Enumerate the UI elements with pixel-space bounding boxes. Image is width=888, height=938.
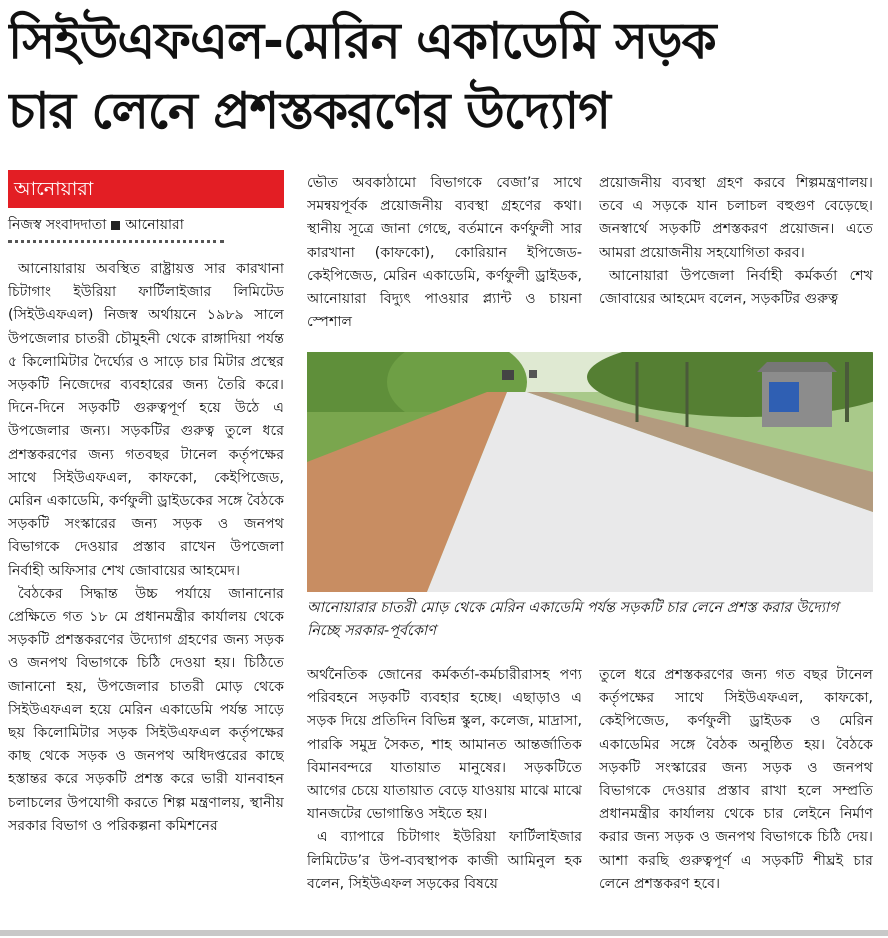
article-column-1 bbox=[8, 258, 284, 922]
column-3-top-paragraph-1: প্রয়োজনীয় ব্যবস্থা গ্রহণ করবে শিল্পমন্ত্রণালয়। তবে এ সড়কে যান চলাচল বহুগুণ বেড়েছে। জনস্বার্থে সড়কটি প্রশস্তকরণ প্রয়োজন। এতে আমরা প্রয়োজনীয় সহযোগিতা করব। bbox=[599, 175, 873, 261]
column-1-paragraph-2: বৈঠকের সিদ্ধান্ত উচ্চ পর্যায়ে জানানোর প্রেক্ষিতে গত ১৮ মে প্রধানমন্ত্রীর কার্যালয় থেকে সড়কটি প্রশস্তকরণের উদ্যোগ গ্রহণের জন্য সড়ক ও জনপথ বিভাগকে চিঠি দেওয়া হয়। চিঠিতে জানানো হয়, উপজেলার চাতরী মোড় থেকে সিইউএফএল হয়ে মেরিন একাডেমি পর্যন্ত সাড়ে ছয় কিলোমিটার সড়ক সিইউএফএল কর্তৃপক্ষের কাছ থেকে সড়ক ও জনপথ অধিদপ্তরের কাছে হস্তান্তর করে সড়কটি প্রশস্ত করে ভারী যানবাহন চলাচলের উপযোগী করতে শিল্প মন্ত্রণালয়, স্থানীয় সরকার বিভাগ ও পরিকল্পনা কমিশনের bbox=[8, 585, 284, 834]
column-3-bottom-paragraph: তুলে ধরে প্রশস্তকরণের জন্য গত বছর টানেল কর্তৃপক্ষের সাথে সিইউএফএল, কাফকো, কেইপিজেড, কর্ণফুলী ড্রাইডক ও মেরিন একাডেমির সঙ্গে বৈঠক অনুষ্ঠিত হয়। বৈঠকে সড়কটি সংস্কারের জন্য সড়ক ও জনপথ বিভাগকে দেওয়ার প্রস্তাব রাখা হলে সম্প্রতি প্রধানমন্ত্রীর কার্যালয় থেকে চার লেইনে নির্মাণ করার জন্য সড়ক ও জনপথ বিভাগকে চিঠি দেয়। আশা করছি গুরুত্বপূর্ণ এ সড়কটি শীঘ্রই চার লেনে প্রশস্তকরণ হবে। bbox=[599, 667, 873, 892]
column-3-top-paragraph-2: আনোয়ারা উপজেলা নির্বাহী কর্মকর্তা শেখ জোবায়ের আহমেদ বলেন, সড়কটির গুরুত্ব bbox=[599, 267, 873, 308]
headline bbox=[8, 6, 880, 146]
photo-caption: আনোয়ারার চাতরী মোড় থেকে মেরিন একাডেমি পর্যন্ত সড়কটি চার লেনে প্রশস্ত করার উদ্যোগ নিচ্ছে সরকার-পূর্বকোণ bbox=[307, 600, 839, 639]
article-column-3-bottom bbox=[599, 664, 873, 924]
location-tag: আনোয়ারা bbox=[8, 170, 284, 208]
headline-line-1: সিইউএফএল-মেরিন একাডেমি সড়ক bbox=[8, 12, 716, 70]
byline-place: আনোয়ারা bbox=[125, 217, 184, 233]
article-column-3-top bbox=[599, 172, 873, 342]
byline-divider bbox=[8, 240, 224, 243]
byline bbox=[8, 214, 284, 236]
column-1-paragraph-1: আনোয়ারায় অবস্থিত রাষ্ট্রায়ত্ত সার কারখানা চিটাগাং ইউরিয়া ফার্টিলাইজার লিমিটেড (সিইউএফএল) নিজস্ব অর্থায়নে ১৯৮৯ সালে উপজেলার চাতরী চৌমুহনী থেকে রাঙ্গাদিয়া পর্যন্ত ৫ কিলোমিটার দৈর্ঘ্যের ও সাড়ে চার মিটার প্রস্থের সড়কটি নিজেদের ব্যবহারের জন্য তৈরি করে। দিনে-দিনে সড়কটি গুরুত্বপূর্ণ হয়ে উঠে এ উপজেলার জন্য। সড়কটির গুরুত্ব তুলে ধরে প্রশস্তকরণের জন্য গতবছর টানেল কর্তৃপক্ষের সাথে সিইউএফএল, কাফকো, কেইপিজেড, মেরিন একাডেমি, কর্ণফুলী ড্রাইডকের সঙ্গে বৈঠকে সড়কটি সংস্কারের জন্য সড়ক ও জনপথ বিভাগকে দেওয়ার প্রস্তাব রাখেন উপজেলা নির্বাহী অফিসার শেখ জোবায়ের আহমেদ। bbox=[8, 261, 284, 579]
road-photo bbox=[307, 352, 873, 592]
headline-line-2: চার লেনে প্রশস্তকরণের উদ্যোগ bbox=[8, 82, 610, 140]
square-bullet-icon bbox=[111, 221, 120, 230]
column-2-top-paragraph: ভৌত অবকাঠামো বিভাগকে বেজা’র সাথে সমন্বয়পূর্বক প্রয়োজনীয় ব্যবস্থা গ্রহণের কথা। স্থানীয় সূত্রে জানা গেছে, বর্তমানে কর্ণফুলী সার কারখানা (কাফকো), কোরিয়ান ইপিজেড-কেইপিজেড, মেরিন একাডেমি, কর্ণফুলী ড্রাইডক, আনোয়ারা বিদ্যুৎ পাওয়ার প্ল্যান্ট ও চায়না স্পেশাল bbox=[307, 175, 582, 331]
article-column-2-top bbox=[307, 172, 582, 342]
bottom-rule bbox=[0, 930, 888, 936]
article-column-2-bottom bbox=[307, 664, 582, 924]
column-2-bottom-paragraph-1: অর্থনৈতিক জোনের কর্মকর্তা-কর্মচারীরাসহ পণ্য পরিবহনে সড়কটি ব্যবহার হচ্ছে। এছাড়াও এ সড়ক দিয়ে প্রতিদিন বিভিন্ন স্কুল, কলেজ, মাদ্রাসা, পারকি সমুদ্র সৈকত, শাহ আমানত আন্তর্জাতিক বিমানবন্দরে যাতায়াত মানুষের। সড়কটিতে আগের চেয়ে যাতায়াত বেড়ে যাওয়ায় মাঝে মাঝে যানজটের ভোগান্তিও সইতে হয়। bbox=[307, 667, 582, 823]
column-2-bottom-paragraph-2: এ ব্যাপারে চিটাগাং ইউরিয়া ফার্টিলাইজার লিমিটেড’র উপ-ব্যবস্থাপক কাজী আমিনুল হক বলেন, সিইউএফল সড়কের বিষয়ে bbox=[307, 829, 582, 892]
byline-reporter: নিজস্ব সংবাদদাতা bbox=[8, 217, 107, 233]
road-photo-illustration bbox=[307, 352, 873, 592]
